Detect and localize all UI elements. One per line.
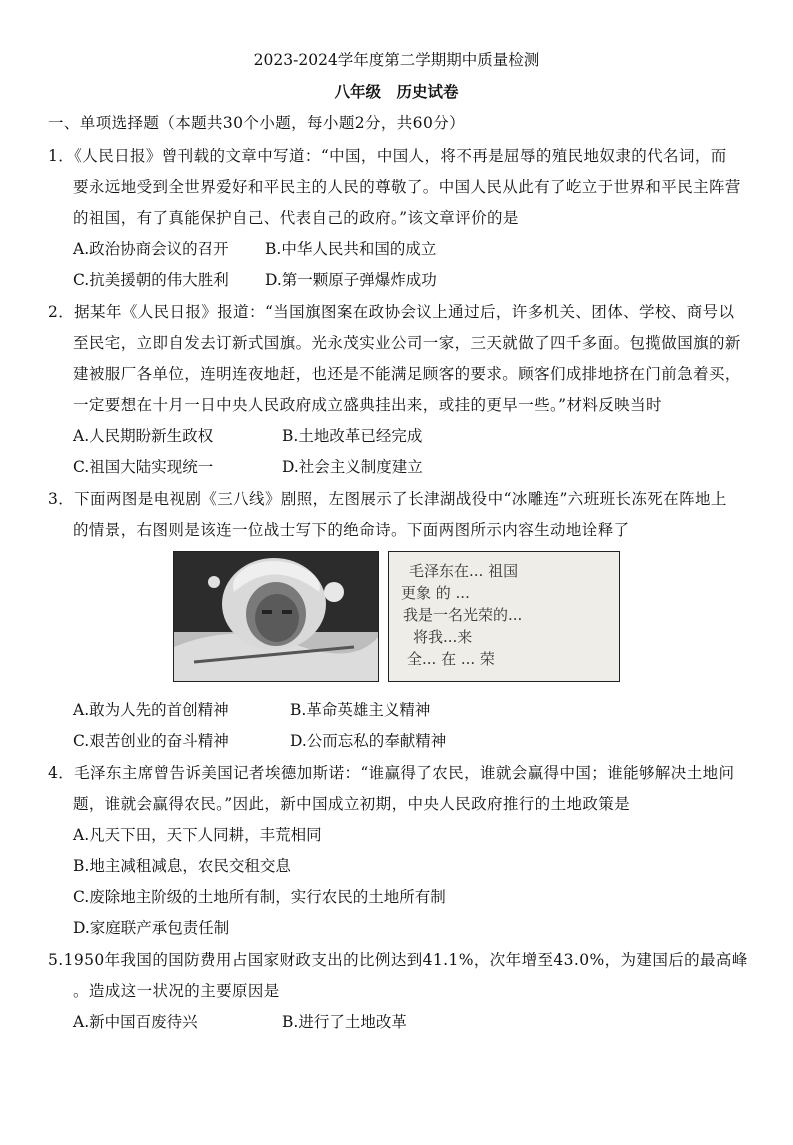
q4-option-a: A.凡天下田，天下人同耕，丰荒相同 [73, 826, 322, 844]
frozen-soldier-image [174, 552, 378, 681]
q2-option-c: C.祖国大陆实现统一 [73, 458, 214, 476]
q1-option-a: A.政治协商会议的召开 [73, 240, 229, 258]
q2-line-2: 至民宅，立即自发去订新式国旗。光永茂实业公司一家，三天就做了四千多面。包揽做国旗的新 [73, 334, 741, 352]
q1-option-b: B.中华人民共和国的成立 [265, 240, 437, 258]
q2-line-1: 2．据某年《人民日报》报道：“当国旗图案在政协会议上通过后，许多机关、团体、学校、商号以 [48, 303, 735, 321]
poem-line-4: 将我...来 [413, 628, 473, 646]
q5-option-b: B.进行了土地改革 [282, 1013, 407, 1031]
poem-note-photo [388, 551, 620, 682]
q4-option-c: C.废除地主阶级的土地所有制，实行农民的土地所有制 [73, 888, 446, 906]
q3-option-a: A.敢为人先的首创精神 [73, 701, 229, 719]
q2-line-3: 建被服厂各单位，连明连夜地赶，也还是不能满足顾客的要求。顾客们成排地挤在门前急着买， [73, 365, 741, 383]
q1-option-d: D.第一颗原子弹爆炸成功 [265, 271, 437, 289]
q3-option-c: C.艰苦创业的奋斗精神 [73, 732, 229, 750]
q5-option-a: A.新中国百废待兴 [73, 1013, 198, 1031]
poem-line-2: 更象 的 ... [401, 584, 470, 602]
q3-option-b: B.革命英雄主义精神 [290, 701, 431, 719]
q4-line-2: 题，谁就会赢得农民。”因此，新中国成立初期，中央人民政府推行的土地政策是 [73, 795, 631, 813]
q4-option-d: D.家庭联产承包责任制 [73, 919, 230, 937]
q1-line-1: 1．《人民日报》曾刊载的文章中写道：“中国，中国人，将不再是屈辱的殖民地奴隶的代名词，而 [48, 147, 727, 165]
q3-option-d: D.公而忘私的奉献精神 [290, 732, 447, 750]
poem-line-3: 我是一名光荣的... [403, 606, 523, 624]
exam-subtitle: 八年级 历史试卷 [334, 82, 459, 101]
q2-option-a: A.人民期盼新生政权 [73, 427, 214, 445]
q2-option-d: D.社会主义制度建立 [282, 458, 423, 476]
q2-line-4: 一定要想在十月一日中央人民政府成立盛典挂出来，或挂的更早一些。”材料反映当时 [73, 396, 662, 414]
section-heading: 一、单项选择题（本题共30个小题，每小题2分，共60分） [48, 114, 466, 132]
q4-line-1: 4．毛泽东主席曾告诉美国记者埃德加斯诺：“谁赢得了农民，谁就会赢得中国；谁能够解决土地问 [48, 764, 735, 782]
q4-option-b: B.地主减租减息，农民交租交息 [73, 857, 291, 875]
q3-line-1: 3．下面两图是电视剧《三八线》剧照，左图展示了长津湖战役中“冰雕连”六班班长冻死在阵地上 [48, 490, 727, 508]
poem-note-image [389, 552, 619, 681]
q1-line-3: 的祖国，有了真能保护自己、代表自己的政府。”该文章评价的是 [73, 209, 519, 227]
q1-option-c: C.抗美援朝的伟大胜利 [73, 271, 229, 289]
frozen-soldier-photo [173, 551, 379, 682]
q5-line-1: 5.1950年我国的国防费用占国家财政支出的比例达到41.1%，次年增至43.0%，为建国后的最高峰 [48, 951, 748, 969]
poem-line-1: 毛泽东在... 祖国 [409, 562, 519, 580]
exam-title: 2023-2024学年度第二学期期中质量检测 [253, 51, 540, 69]
q3-line-2: 的情景，右图则是该连一位战士写下的绝命诗。下面两图所示内容生动地诠释了 [73, 521, 630, 539]
q5-line-2: 。造成这一状况的主要原因是 [73, 982, 280, 1000]
q1-line-2: 要永远地受到全世界爱好和平民主的人民的尊敬了。中国人民从此有了屹立于世界和平民主阵营 [73, 178, 741, 196]
q2-option-b: B.土地改革已经完成 [282, 427, 423, 445]
poem-line-5: 全... 在 ... 荣 [407, 650, 495, 668]
